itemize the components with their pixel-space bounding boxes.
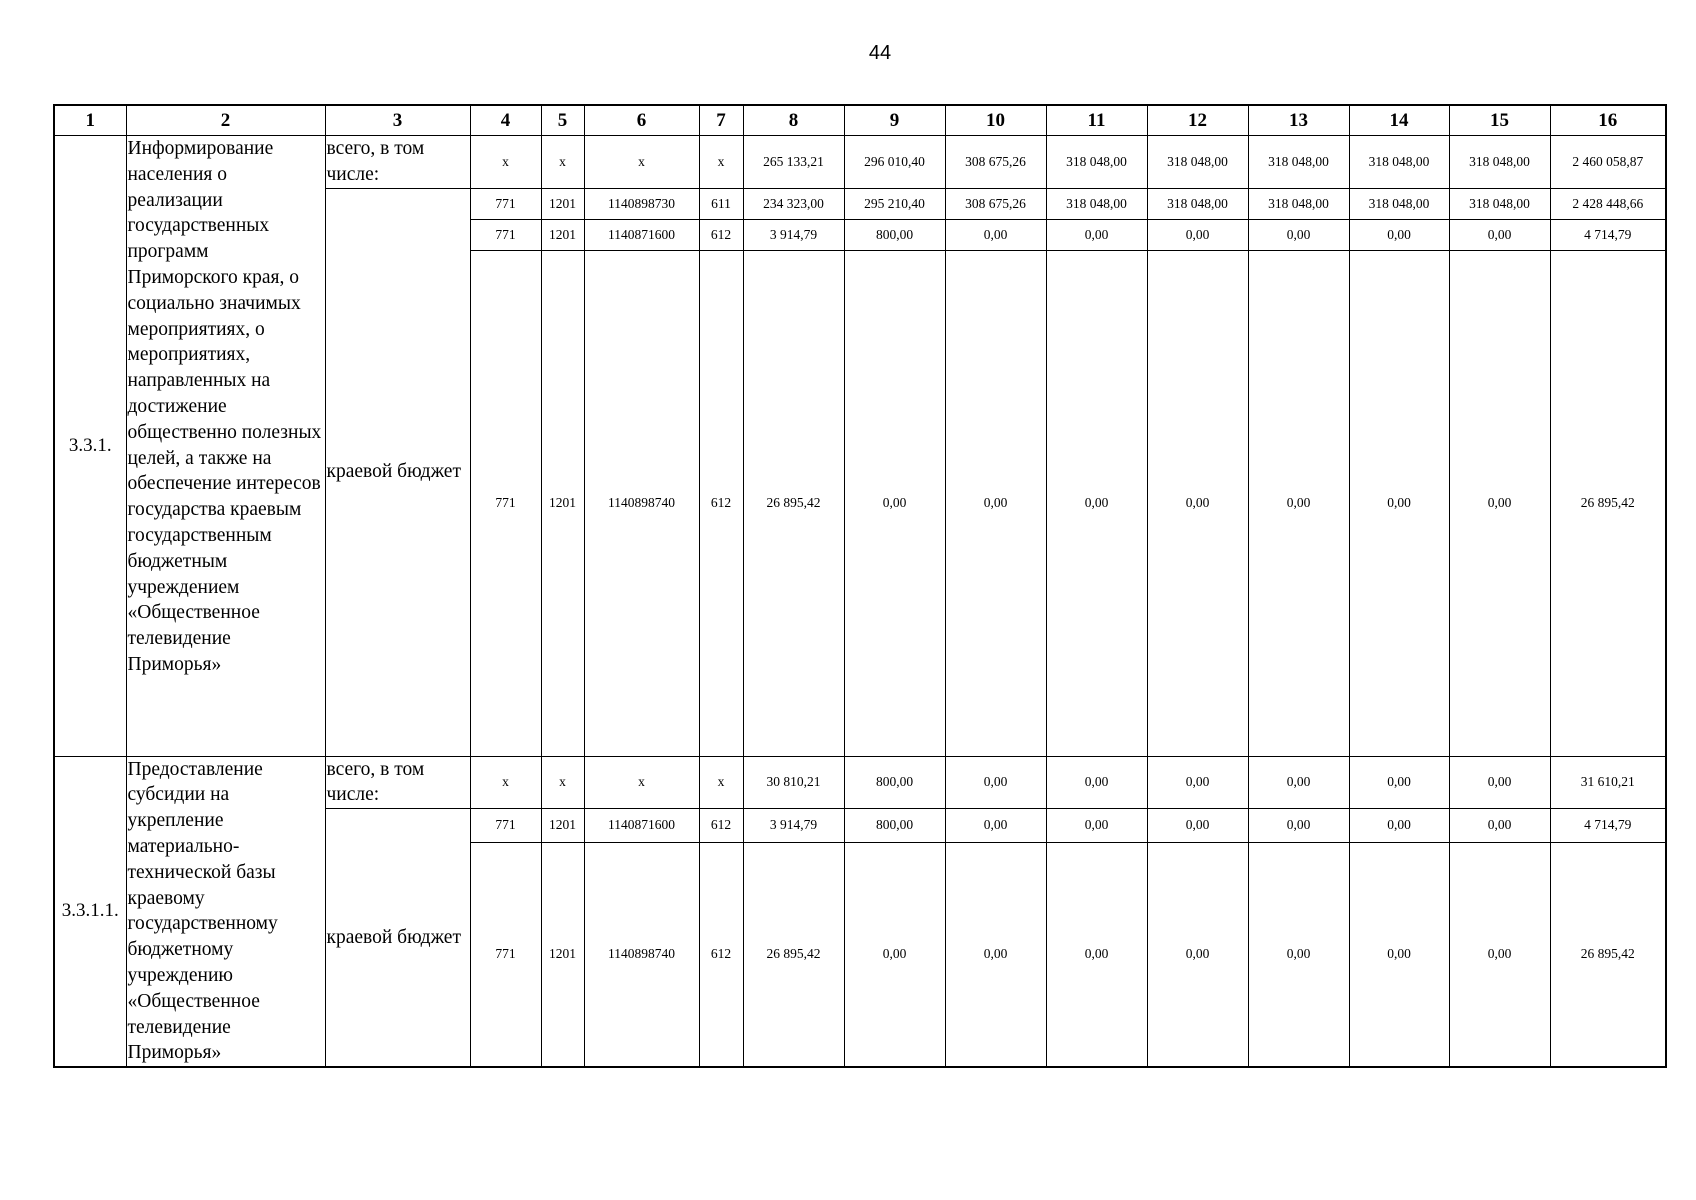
cell: 0,00 xyxy=(1449,219,1550,250)
cell: 318 048,00 xyxy=(1147,136,1248,189)
cell: 0,00 xyxy=(1349,250,1449,756)
col-header: 7 xyxy=(699,105,743,136)
cell: 1140871600 xyxy=(584,809,699,842)
cell: 0,00 xyxy=(1147,809,1248,842)
cell: 296 010,40 xyxy=(844,136,945,189)
table-row xyxy=(54,136,1666,189)
cell: 0,00 xyxy=(1349,842,1449,1067)
col-header: 12 xyxy=(1147,105,1248,136)
cell: 318 048,00 xyxy=(1248,188,1349,219)
source-label: краевой бюджет xyxy=(325,188,470,756)
cell: 318 048,00 xyxy=(1046,188,1147,219)
cell: x xyxy=(470,756,541,809)
cell: 0,00 xyxy=(1349,756,1449,809)
cell: 0,00 xyxy=(1147,219,1248,250)
cell: 0,00 xyxy=(945,219,1046,250)
header-row xyxy=(54,105,1666,136)
cell: 318 048,00 xyxy=(1449,188,1550,219)
item-description: Предоставление субсидии на укрепление материально-технической базы краевому государственному бюджетному учреждению «Общественное телевидение Приморья» xyxy=(126,756,325,1067)
cell: x xyxy=(699,756,743,809)
cell: 0,00 xyxy=(1449,756,1550,809)
cell: 611 xyxy=(699,188,743,219)
cell: 26 895,42 xyxy=(743,250,844,756)
col-header: 15 xyxy=(1449,105,1550,136)
cell: 0,00 xyxy=(1248,219,1349,250)
cell: 0,00 xyxy=(1046,250,1147,756)
cell: 612 xyxy=(699,219,743,250)
cell: 1201 xyxy=(541,809,584,842)
cell: 26 895,42 xyxy=(1550,250,1666,756)
col-header: 13 xyxy=(1248,105,1349,136)
cell: 1140898730 xyxy=(584,188,699,219)
cell: x xyxy=(699,136,743,189)
cell: 265 133,21 xyxy=(743,136,844,189)
cell: 308 675,26 xyxy=(945,188,1046,219)
col-header: 8 xyxy=(743,105,844,136)
cell: 1140871600 xyxy=(584,219,699,250)
cell: 0,00 xyxy=(1349,809,1449,842)
col-header: 2 xyxy=(126,105,325,136)
cell: x xyxy=(541,136,584,189)
cell: 0,00 xyxy=(1449,842,1550,1067)
cell: 800,00 xyxy=(844,756,945,809)
cell: 771 xyxy=(470,842,541,1067)
cell: 26 895,42 xyxy=(1550,842,1666,1067)
cell: 612 xyxy=(699,809,743,842)
total-label: всего, в том числе: xyxy=(325,136,470,189)
item-code: 3.3.1.1. xyxy=(54,756,126,1067)
cell: 318 048,00 xyxy=(1248,136,1349,189)
cell: 1201 xyxy=(541,250,584,756)
cell: 771 xyxy=(470,809,541,842)
item-description: Информирование населения о реализации государственных программ Приморского края, о социально значимых мероприятиях, о мероприятиях, направленных на достижение общественно полезных целей, а также на обеспечение интересов государства краевым государственным бюджетным учреждением «Общественное телевидение Приморья» xyxy=(126,136,325,757)
col-header: 3 xyxy=(325,105,470,136)
cell: 0,00 xyxy=(1248,809,1349,842)
cell: 800,00 xyxy=(844,219,945,250)
cell: 318 048,00 xyxy=(1449,136,1550,189)
col-header: 1 xyxy=(54,105,126,136)
col-header: 6 xyxy=(584,105,699,136)
cell: 1201 xyxy=(541,219,584,250)
cell: 234 323,00 xyxy=(743,188,844,219)
cell: 0,00 xyxy=(1046,756,1147,809)
cell: 0,00 xyxy=(945,809,1046,842)
cell: 612 xyxy=(699,842,743,1067)
cell: 0,00 xyxy=(1248,250,1349,756)
cell: 318 048,00 xyxy=(1349,136,1449,189)
source-label: краевой бюджет xyxy=(325,809,470,1067)
cell: 0,00 xyxy=(1046,842,1147,1067)
cell: 2 460 058,87 xyxy=(1550,136,1666,189)
cell: 0,00 xyxy=(1046,809,1147,842)
cell: 0,00 xyxy=(1147,842,1248,1067)
total-label: всего, в том числе: xyxy=(325,756,470,809)
cell: 4 714,79 xyxy=(1550,809,1666,842)
cell: 2 428 448,66 xyxy=(1550,188,1666,219)
cell: 0,00 xyxy=(1349,219,1449,250)
col-header: 14 xyxy=(1349,105,1449,136)
cell: 4 714,79 xyxy=(1550,219,1666,250)
col-header: 16 xyxy=(1550,105,1666,136)
cell: 0,00 xyxy=(945,250,1046,756)
cell: 0,00 xyxy=(1147,756,1248,809)
cell: 295 210,40 xyxy=(844,188,945,219)
cell: 0,00 xyxy=(1046,219,1147,250)
col-header: 5 xyxy=(541,105,584,136)
cell: 0,00 xyxy=(1147,250,1248,756)
col-header: 10 xyxy=(945,105,1046,136)
cell: 30 810,21 xyxy=(743,756,844,809)
cell: 0,00 xyxy=(844,842,945,1067)
cell: 612 xyxy=(699,250,743,756)
cell: x xyxy=(584,136,699,189)
cell: 3 914,79 xyxy=(743,809,844,842)
table-row xyxy=(54,756,1666,809)
col-header: 4 xyxy=(470,105,541,136)
cell: x xyxy=(541,756,584,809)
cell: 3 914,79 xyxy=(743,219,844,250)
cell: 0,00 xyxy=(945,842,1046,1067)
cell: 0,00 xyxy=(844,250,945,756)
cell: 0,00 xyxy=(1248,842,1349,1067)
cell: x xyxy=(584,756,699,809)
cell: 31 610,21 xyxy=(1550,756,1666,809)
cell: 0,00 xyxy=(1449,250,1550,756)
cell: 1201 xyxy=(541,188,584,219)
cell: x xyxy=(470,136,541,189)
cell: 1140898740 xyxy=(584,842,699,1067)
cell: 800,00 xyxy=(844,809,945,842)
cell: 1201 xyxy=(541,842,584,1067)
cell: 1140898740 xyxy=(584,250,699,756)
col-header: 11 xyxy=(1046,105,1147,136)
cell: 26 895,42 xyxy=(743,842,844,1067)
cell: 771 xyxy=(470,219,541,250)
page-number: 44 xyxy=(868,42,892,64)
cell: 318 048,00 xyxy=(1349,188,1449,219)
cell: 771 xyxy=(470,188,541,219)
cell: 771 xyxy=(470,250,541,756)
cell: 0,00 xyxy=(945,756,1046,809)
cell: 318 048,00 xyxy=(1046,136,1147,189)
item-code: 3.3.1. xyxy=(54,136,126,757)
budget-table xyxy=(53,104,1667,1068)
cell: 0,00 xyxy=(1449,809,1550,842)
cell: 318 048,00 xyxy=(1147,188,1248,219)
cell: 0,00 xyxy=(1248,756,1349,809)
col-header: 9 xyxy=(844,105,945,136)
cell: 308 675,26 xyxy=(945,136,1046,189)
